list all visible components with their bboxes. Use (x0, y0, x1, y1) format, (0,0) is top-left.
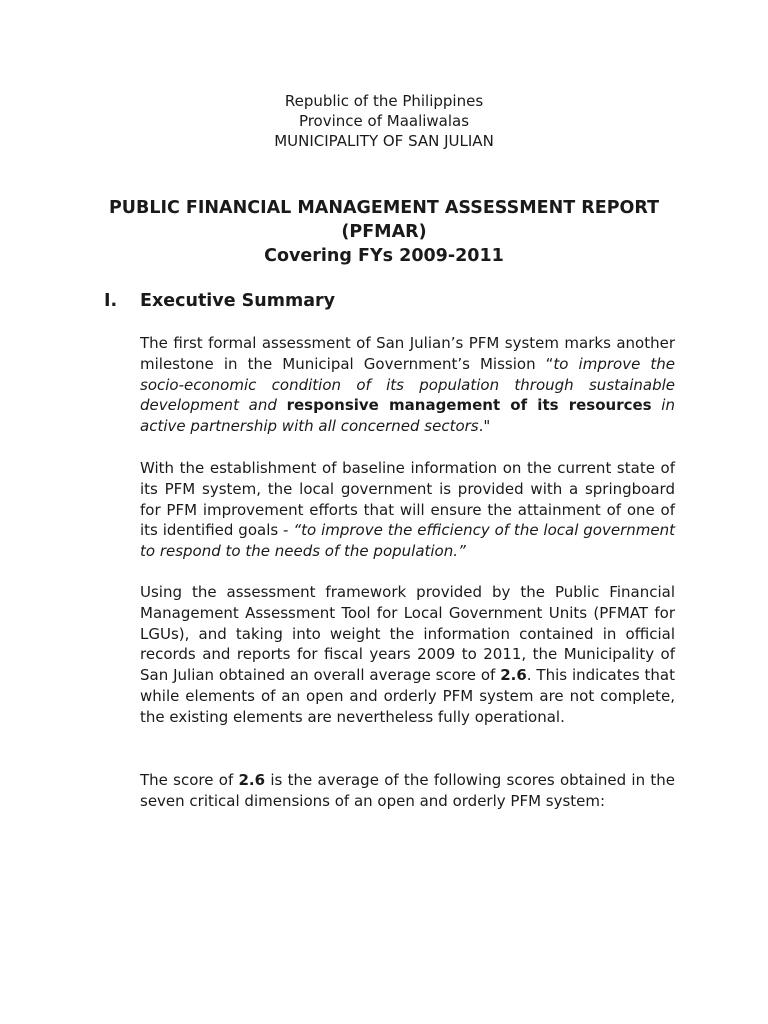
paragraph-mission (140, 333, 675, 437)
p1-text: The first formal assessment of San Julian’s PFM system marks another milestone in the Municipal Government’s Mission “ (140, 334, 675, 373)
header-country: Republic of the Philippines (284, 92, 484, 110)
paragraph-framework (140, 582, 675, 728)
section-number: I. (104, 291, 118, 311)
header-municipality: MUNICIPALITY OF SAN JULIAN (274, 132, 494, 150)
section-heading (104, 289, 335, 313)
p1-close: ." (478, 417, 491, 436)
paragraph-baseline (140, 458, 675, 562)
report-title-acronym: (PFMAR) (341, 222, 427, 242)
p4-score: 2.6 (238, 771, 266, 789)
p3-text-end: . This indicates that while elements of an open and orderly PFM system are not complete, the existing elements are nevertheless fully operational. (140, 666, 676, 726)
p4-text: The score of (140, 771, 239, 789)
report-title (0, 196, 768, 268)
p2-text: With the establishment of baseline information on the current state of its PFM system, the local government is provided with a springboard for PFM improvement efforts that will ensure the attainment of one of its identified goals - (140, 459, 675, 540)
header-province: Province of Maaliwalas (298, 112, 470, 130)
p3-text: Using the assessment framework provided by the Public Financial Management Assessment Tool for Local Government Units (PFMAT for LGUs), and taking into weight the information contained in official records and reports for fiscal years 2009 to 2011, the Municipality of San Julian obtained an overall average score of (140, 583, 675, 685)
p1-italic: to improve the socio-economic condition of its population through sustainable development and (140, 354, 675, 415)
p1-italic-end: in active partnership with all concerned sectors (140, 396, 675, 436)
report-title-main: PUBLIC FINANCIAL MANAGEMENT ASSESSMENT REPORT (108, 198, 660, 218)
document-header (0, 91, 768, 151)
p1-bold: responsive management of its resources (286, 396, 652, 415)
paragraph-score (140, 770, 675, 812)
report-title-coverage: Covering FYs 2009-2011 (264, 246, 504, 266)
p3-score: 2.6 (500, 666, 527, 685)
p4-text-end: is the average of the following scores obtained in the seven critical dimensions of an open and orderly PFM system: (140, 771, 675, 810)
section-title: Executive Summary (140, 291, 336, 311)
p2-italic: “to improve the efficiency of the local government to respond to the needs of the population.” (140, 521, 675, 561)
